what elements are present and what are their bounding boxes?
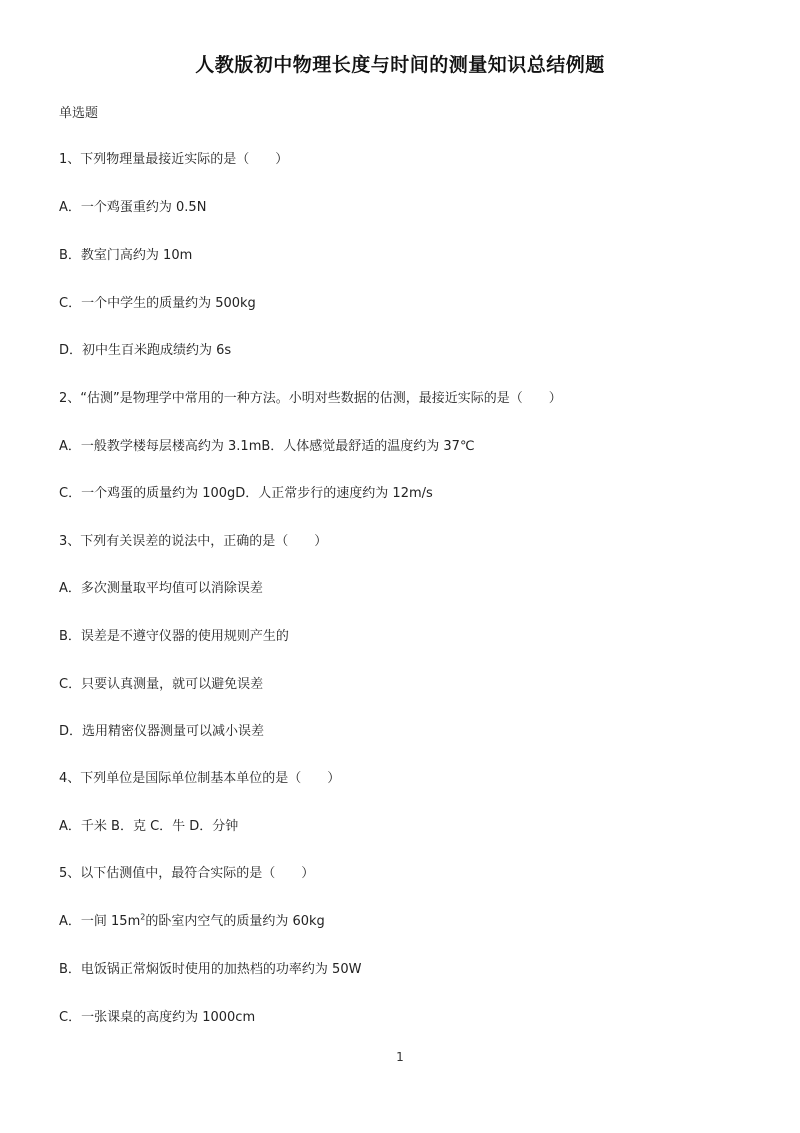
question-1-option-a: A．一个鸡蛋重约为 0.5N — [59, 200, 207, 215]
question-5-option-a-head: A．一间 15m — [59, 914, 141, 929]
question-2-stem: 2、“估测”是物理学中常用的一种方法。小明对些数据的估测，最接近实际的是（ ） — [59, 391, 562, 406]
question-1-stem: 1、下列物理量最接近实际的是（ ） — [59, 152, 289, 167]
page-title: 人教版初中物理长度与时间的测量知识总结例题 — [195, 54, 605, 76]
question-5-option-a — [59, 912, 325, 932]
question-3-option-c: C．只要认真测量，就可以避免误差 — [59, 677, 264, 692]
question-5-option-a-superscript: 2 — [140, 912, 146, 922]
question-3-option-d: D．选用精密仪器测量可以减小误差 — [59, 724, 265, 739]
section-heading: 单选题 — [59, 106, 99, 121]
page-number: 1 — [396, 1050, 404, 1064]
question-1-option-b: B．教室门高约为 10m — [59, 248, 193, 263]
question-5-option-b: B．电饭锅正常焖饭时使用的加热档的功率约为 50W — [59, 962, 362, 977]
question-5-option-c: C．一张课桌的高度约为 1000cm — [59, 1010, 256, 1025]
question-3-stem: 3、下列有关误差的说法中，正确的是（ ） — [59, 534, 328, 549]
question-4-options: A．千米 B．克 C．牛 D．分钟 — [59, 819, 239, 834]
question-2-options-cd: C．一个鸡蛋的质量约为 100gD．人正常步行的速度约为 12m/s — [59, 486, 433, 501]
question-4-stem: 4、下列单位是国际单位制基本单位的是（ ） — [59, 771, 341, 786]
question-2-options-ab: A．一般教学楼每层楼高约为 3.1mB．人体感觉最舒适的温度约为 37℃ — [59, 439, 475, 454]
question-1-option-c: C．一个中学生的质量约为 500kg — [59, 296, 256, 311]
question-5-stem: 5、以下估测值中，最符合实际的是（ ） — [59, 866, 315, 881]
question-3-option-a: A．多次测量取平均值可以消除误差 — [59, 581, 263, 596]
question-1-option-d: D．初中生百米跑成绩约为 6s — [59, 343, 232, 358]
question-5-option-a-tail: 的卧室内空气的质量约为 60kg — [145, 914, 325, 929]
question-3-option-b: B．误差是不遵守仪器的使用规则产生的 — [59, 629, 289, 644]
